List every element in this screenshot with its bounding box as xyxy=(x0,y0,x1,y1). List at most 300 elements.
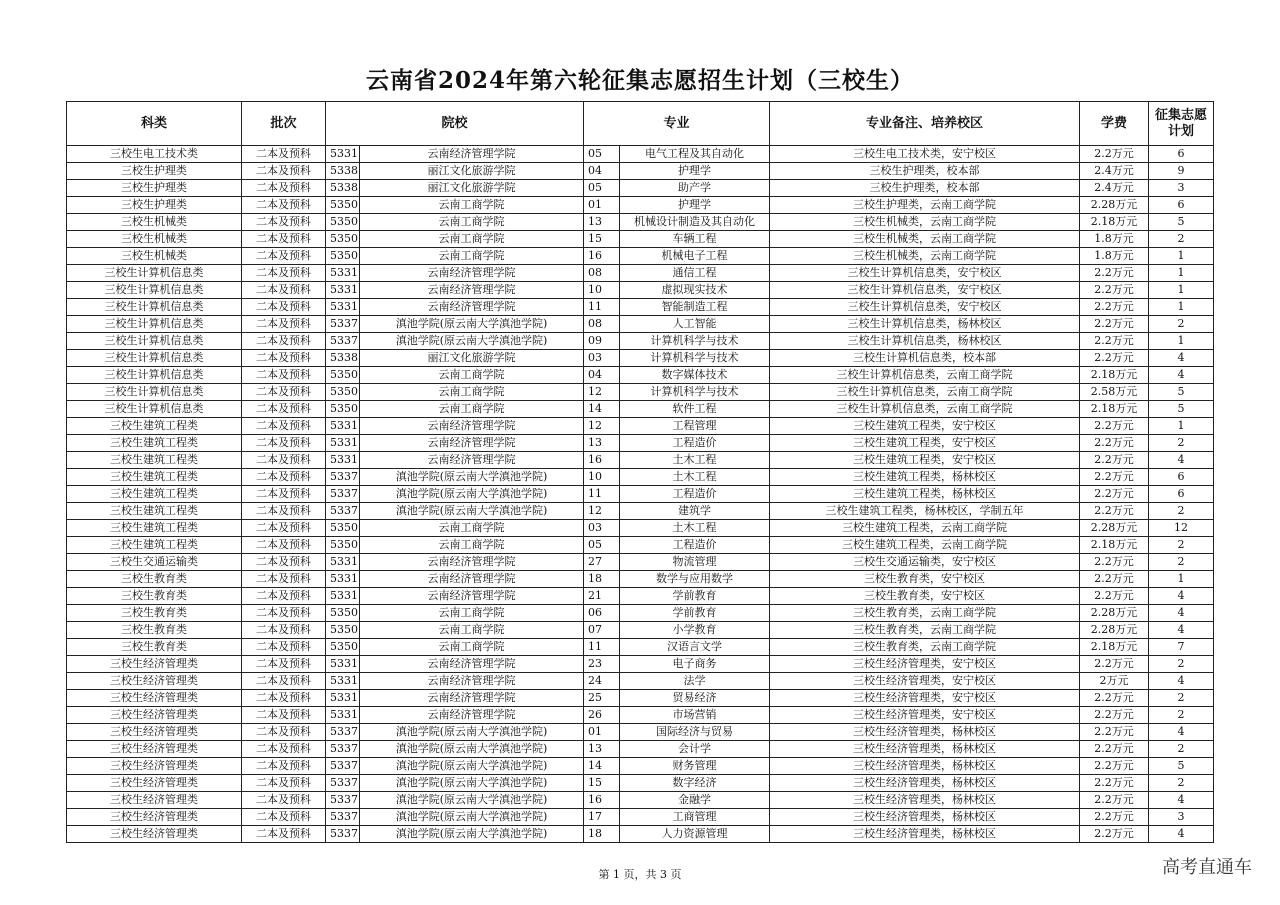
table-row xyxy=(67,741,1214,758)
table-row xyxy=(67,571,1214,588)
cell-subject-category: 三校生建筑工程类 xyxy=(67,520,242,537)
header-solicitation-plan: 征集志愿计划 xyxy=(1149,102,1214,146)
cell-subject-category: 三校生经济管理类 xyxy=(67,792,242,809)
cell-tuition: 2.28万元 xyxy=(1080,605,1149,622)
cell-institution-name: 滇池学院(原云南大学滇池学院) xyxy=(360,741,584,758)
cell-plan-count: 2 xyxy=(1149,775,1214,792)
cell-tuition: 2.2万元 xyxy=(1080,299,1149,316)
cell-tuition: 2.2万元 xyxy=(1080,418,1149,435)
cell-institution-code: 5331 xyxy=(326,282,360,299)
cell-major-name: 汉语言文学 xyxy=(620,639,770,656)
cell-institution-name: 丽江文化旅游学院 xyxy=(360,350,584,367)
cell-institution-name: 滇池学院(原云南大学滇池学院) xyxy=(360,758,584,775)
cell-plan-count: 5 xyxy=(1149,384,1214,401)
cell-major-notes: 三校生经济管理类，杨林校区 xyxy=(770,724,1080,741)
cell-institution-name: 滇池学院(原云南大学滇池学院) xyxy=(360,316,584,333)
table-row xyxy=(67,486,1214,503)
cell-subject-category: 三校生交通运输类 xyxy=(67,554,242,571)
cell-batch: 二本及预科 xyxy=(242,214,326,231)
cell-batch: 二本及预科 xyxy=(242,503,326,520)
table-row xyxy=(67,180,1214,197)
cell-institution-name: 云南经济管理学院 xyxy=(360,435,584,452)
cell-institution-name: 云南工商学院 xyxy=(360,639,584,656)
cell-plan-count: 2 xyxy=(1149,537,1214,554)
cell-major-name: 小学教育 xyxy=(620,622,770,639)
cell-major-notes: 三校生计算机信息类，安宁校区 xyxy=(770,299,1080,316)
cell-institution-code: 5337 xyxy=(326,316,360,333)
cell-plan-count: 4 xyxy=(1149,452,1214,469)
cell-institution-code: 5331 xyxy=(326,673,360,690)
cell-institution-name: 云南经济管理学院 xyxy=(360,418,584,435)
cell-tuition: 2.2万元 xyxy=(1080,146,1149,163)
page-title: 云南省2024年第六轮征集志愿招生计划（三校生） xyxy=(365,67,914,94)
cell-subject-category: 三校生护理类 xyxy=(67,163,242,180)
cell-batch: 二本及预科 xyxy=(242,469,326,486)
header-major-notes-campus: 专业备注、培养校区 xyxy=(770,102,1080,146)
cell-institution-name: 滇池学院(原云南大学滇池学院) xyxy=(360,792,584,809)
cell-major-name: 机械电子工程 xyxy=(620,248,770,265)
cell-subject-category: 三校生建筑工程类 xyxy=(67,469,242,486)
cell-tuition: 2.18万元 xyxy=(1080,367,1149,384)
table-row xyxy=(67,333,1214,350)
cell-subject-category: 三校生计算机信息类 xyxy=(67,299,242,316)
cell-institution-name: 云南经济管理学院 xyxy=(360,690,584,707)
cell-subject-category: 三校生建筑工程类 xyxy=(67,486,242,503)
cell-tuition: 2.4万元 xyxy=(1080,180,1149,197)
cell-subject-category: 三校生经济管理类 xyxy=(67,707,242,724)
cell-major-notes: 三校生经济管理类，杨林校区 xyxy=(770,826,1080,843)
cell-institution-code: 5350 xyxy=(326,520,360,537)
cell-plan-count: 2 xyxy=(1149,741,1214,758)
cell-batch: 二本及预科 xyxy=(242,384,326,401)
cell-institution-code: 5337 xyxy=(326,826,360,843)
cell-major-code: 16 xyxy=(584,792,620,809)
cell-major-notes: 三校生护理类，校本部 xyxy=(770,180,1080,197)
table-row xyxy=(67,214,1214,231)
table-row xyxy=(67,537,1214,554)
cell-batch: 二本及预科 xyxy=(242,316,326,333)
cell-batch: 二本及预科 xyxy=(242,146,326,163)
cell-subject-category: 三校生建筑工程类 xyxy=(67,435,242,452)
cell-subject-category: 三校生建筑工程类 xyxy=(67,418,242,435)
cell-institution-name: 丽江文化旅游学院 xyxy=(360,180,584,197)
cell-plan-count: 6 xyxy=(1149,146,1214,163)
cell-major-name: 护理学 xyxy=(620,163,770,180)
cell-batch: 二本及预科 xyxy=(242,605,326,622)
cell-subject-category: 三校生计算机信息类 xyxy=(67,265,242,282)
cell-subject-category: 三校生经济管理类 xyxy=(67,673,242,690)
cell-tuition: 2.2万元 xyxy=(1080,758,1149,775)
cell-batch: 二本及预科 xyxy=(242,741,326,758)
cell-plan-count: 5 xyxy=(1149,758,1214,775)
cell-tuition: 2.2万元 xyxy=(1080,435,1149,452)
cell-batch: 二本及预科 xyxy=(242,350,326,367)
cell-major-name: 虚拟现实技术 xyxy=(620,282,770,299)
cell-major-name: 电子商务 xyxy=(620,656,770,673)
cell-major-code: 08 xyxy=(584,265,620,282)
cell-institution-code: 5350 xyxy=(326,248,360,265)
cell-plan-count: 2 xyxy=(1149,707,1214,724)
cell-institution-name: 云南工商学院 xyxy=(360,401,584,418)
table-row xyxy=(67,707,1214,724)
cell-plan-count: 1 xyxy=(1149,418,1214,435)
cell-institution-code: 5350 xyxy=(326,639,360,656)
cell-major-notes: 三校生机械类，云南工商学院 xyxy=(770,231,1080,248)
cell-batch: 二本及预科 xyxy=(242,265,326,282)
cell-major-notes: 三校生计算机信息类，杨林校区 xyxy=(770,316,1080,333)
cell-major-name: 数学与应用数学 xyxy=(620,571,770,588)
cell-plan-count: 4 xyxy=(1149,724,1214,741)
cell-major-code: 13 xyxy=(584,435,620,452)
cell-major-name: 金融学 xyxy=(620,792,770,809)
header-subject-category: 科类 xyxy=(67,102,242,146)
cell-tuition: 2.18万元 xyxy=(1080,537,1149,554)
cell-major-notes: 三校生教育类，云南工商学院 xyxy=(770,605,1080,622)
table-row xyxy=(67,231,1214,248)
cell-tuition: 2.2万元 xyxy=(1080,486,1149,503)
table-row xyxy=(67,350,1214,367)
cell-plan-count: 2 xyxy=(1149,231,1214,248)
cell-plan-count: 2 xyxy=(1149,690,1214,707)
table-row xyxy=(67,554,1214,571)
table-row xyxy=(67,146,1214,163)
cell-subject-category: 三校生建筑工程类 xyxy=(67,537,242,554)
cell-major-code: 16 xyxy=(584,248,620,265)
cell-plan-count: 1 xyxy=(1149,571,1214,588)
cell-tuition: 2.2万元 xyxy=(1080,741,1149,758)
cell-institution-code: 5331 xyxy=(326,418,360,435)
cell-batch: 二本及预科 xyxy=(242,622,326,639)
cell-major-code: 15 xyxy=(584,231,620,248)
cell-major-name: 护理学 xyxy=(620,197,770,214)
cell-major-code: 18 xyxy=(584,826,620,843)
cell-plan-count: 12 xyxy=(1149,520,1214,537)
cell-batch: 二本及预科 xyxy=(242,639,326,656)
cell-major-notes: 三校生机械类，云南工商学院 xyxy=(770,214,1080,231)
cell-batch: 二本及预科 xyxy=(242,588,326,605)
cell-major-notes: 三校生交通运输类，安宁校区 xyxy=(770,554,1080,571)
cell-major-name: 会计学 xyxy=(620,741,770,758)
cell-batch: 二本及预科 xyxy=(242,826,326,843)
cell-institution-code: 5331 xyxy=(326,690,360,707)
cell-institution-code: 5331 xyxy=(326,452,360,469)
cell-plan-count: 2 xyxy=(1149,316,1214,333)
cell-institution-name: 云南工商学院 xyxy=(360,384,584,401)
table-row xyxy=(67,469,1214,486)
cell-plan-count: 1 xyxy=(1149,333,1214,350)
cell-major-code: 14 xyxy=(584,758,620,775)
cell-major-code: 13 xyxy=(584,214,620,231)
cell-plan-count: 4 xyxy=(1149,622,1214,639)
cell-institution-name: 滇池学院(原云南大学滇池学院) xyxy=(360,469,584,486)
cell-major-name: 土木工程 xyxy=(620,452,770,469)
cell-tuition: 2.2万元 xyxy=(1080,775,1149,792)
cell-tuition: 2.2万元 xyxy=(1080,503,1149,520)
table-row xyxy=(67,809,1214,826)
cell-tuition: 2.2万元 xyxy=(1080,452,1149,469)
cell-major-notes: 三校生计算机信息类，安宁校区 xyxy=(770,265,1080,282)
cell-subject-category: 三校生电工技术类 xyxy=(67,146,242,163)
cell-institution-name: 云南经济管理学院 xyxy=(360,656,584,673)
cell-batch: 二本及预科 xyxy=(242,452,326,469)
cell-institution-name: 滇池学院(原云南大学滇池学院) xyxy=(360,333,584,350)
cell-major-notes: 三校生经济管理类，安宁校区 xyxy=(770,690,1080,707)
cell-institution-code: 5337 xyxy=(326,724,360,741)
cell-institution-name: 云南经济管理学院 xyxy=(360,265,584,282)
cell-institution-code: 5350 xyxy=(326,401,360,418)
cell-batch: 二本及预科 xyxy=(242,231,326,248)
cell-major-name: 国际经济与贸易 xyxy=(620,724,770,741)
table-row xyxy=(67,605,1214,622)
cell-tuition: 2.2万元 xyxy=(1080,707,1149,724)
cell-institution-name: 丽江文化旅游学院 xyxy=(360,163,584,180)
cell-major-code: 13 xyxy=(584,741,620,758)
cell-tuition: 2.18万元 xyxy=(1080,214,1149,231)
table-row xyxy=(67,724,1214,741)
cell-subject-category: 三校生经济管理类 xyxy=(67,826,242,843)
cell-institution-name: 云南经济管理学院 xyxy=(360,707,584,724)
cell-subject-category: 三校生护理类 xyxy=(67,197,242,214)
table-row xyxy=(67,520,1214,537)
cell-tuition: 2.2万元 xyxy=(1080,826,1149,843)
cell-tuition: 2.2万元 xyxy=(1080,656,1149,673)
cell-major-notes: 三校生教育类，云南工商学院 xyxy=(770,639,1080,656)
cell-plan-count: 2 xyxy=(1149,435,1214,452)
cell-subject-category: 三校生教育类 xyxy=(67,622,242,639)
cell-subject-category: 三校生计算机信息类 xyxy=(67,401,242,418)
cell-subject-category: 三校生机械类 xyxy=(67,214,242,231)
cell-plan-count: 5 xyxy=(1149,401,1214,418)
cell-institution-name: 云南经济管理学院 xyxy=(360,571,584,588)
cell-tuition: 2.2万元 xyxy=(1080,282,1149,299)
cell-institution-code: 5331 xyxy=(326,656,360,673)
cell-major-name: 工程造价 xyxy=(620,537,770,554)
cell-major-code: 11 xyxy=(584,639,620,656)
cell-major-name: 数字媒体技术 xyxy=(620,367,770,384)
cell-institution-name: 滇池学院(原云南大学滇池学院) xyxy=(360,809,584,826)
cell-major-code: 18 xyxy=(584,571,620,588)
cell-institution-code: 5331 xyxy=(326,554,360,571)
cell-major-notes: 三校生教育类，云南工商学院 xyxy=(770,622,1080,639)
cell-major-name: 车辆工程 xyxy=(620,231,770,248)
cell-major-notes: 三校生经济管理类，杨林校区 xyxy=(770,775,1080,792)
cell-batch: 二本及预科 xyxy=(242,435,326,452)
cell-institution-name: 云南经济管理学院 xyxy=(360,299,584,316)
cell-institution-name: 云南经济管理学院 xyxy=(360,554,584,571)
cell-major-name: 助产学 xyxy=(620,180,770,197)
header-tuition: 学费 xyxy=(1080,102,1149,146)
table-row xyxy=(67,316,1214,333)
cell-major-notes: 三校生建筑工程类，云南工商学院 xyxy=(770,520,1080,537)
cell-major-code: 11 xyxy=(584,486,620,503)
cell-tuition: 2.4万元 xyxy=(1080,163,1149,180)
cell-batch: 二本及预科 xyxy=(242,282,326,299)
cell-institution-code: 5337 xyxy=(326,758,360,775)
cell-institution-code: 5337 xyxy=(326,333,360,350)
cell-major-name: 土木工程 xyxy=(620,520,770,537)
cell-tuition: 2.2万元 xyxy=(1080,809,1149,826)
table-row xyxy=(67,656,1214,673)
cell-batch: 二本及预科 xyxy=(242,163,326,180)
table-row xyxy=(67,673,1214,690)
cell-major-code: 24 xyxy=(584,673,620,690)
cell-plan-count: 1 xyxy=(1149,248,1214,265)
table-row xyxy=(67,163,1214,180)
table-row xyxy=(67,639,1214,656)
table-row xyxy=(67,588,1214,605)
cell-institution-name: 滇池学院(原云南大学滇池学院) xyxy=(360,486,584,503)
cell-major-code: 10 xyxy=(584,469,620,486)
cell-batch: 二本及预科 xyxy=(242,792,326,809)
cell-batch: 二本及预科 xyxy=(242,724,326,741)
cell-institution-code: 5350 xyxy=(326,605,360,622)
cell-institution-name: 云南工商学院 xyxy=(360,214,584,231)
cell-batch: 二本及预科 xyxy=(242,656,326,673)
cell-major-notes: 三校生计算机信息类，云南工商学院 xyxy=(770,384,1080,401)
cell-plan-count: 1 xyxy=(1149,299,1214,316)
cell-tuition: 2.2万元 xyxy=(1080,350,1149,367)
cell-major-code: 05 xyxy=(584,146,620,163)
cell-major-notes: 三校生计算机信息类，安宁校区 xyxy=(770,282,1080,299)
cell-batch: 二本及预科 xyxy=(242,758,326,775)
cell-institution-code: 5337 xyxy=(326,741,360,758)
cell-plan-count: 5 xyxy=(1149,214,1214,231)
header-institution: 院校 xyxy=(326,102,584,146)
cell-major-name: 机械设计制造及其自动化 xyxy=(620,214,770,231)
cell-institution-name: 云南工商学院 xyxy=(360,605,584,622)
cell-batch: 二本及预科 xyxy=(242,554,326,571)
cell-subject-category: 三校生机械类 xyxy=(67,248,242,265)
watermark-text: 高考直通车 xyxy=(1162,857,1252,878)
cell-major-code: 04 xyxy=(584,367,620,384)
table-row xyxy=(67,248,1214,265)
cell-plan-count: 4 xyxy=(1149,826,1214,843)
table-row xyxy=(67,418,1214,435)
cell-tuition: 2.58万元 xyxy=(1080,384,1149,401)
cell-tuition: 1.8万元 xyxy=(1080,231,1149,248)
cell-tuition: 2.18万元 xyxy=(1080,401,1149,418)
cell-major-code: 23 xyxy=(584,656,620,673)
cell-tuition: 2万元 xyxy=(1080,673,1149,690)
cell-major-code: 27 xyxy=(584,554,620,571)
table-row xyxy=(67,299,1214,316)
cell-major-code: 07 xyxy=(584,622,620,639)
cell-institution-name: 云南工商学院 xyxy=(360,231,584,248)
cell-major-code: 06 xyxy=(584,605,620,622)
table-body xyxy=(67,146,1214,843)
cell-major-notes: 三校生经济管理类，杨林校区 xyxy=(770,758,1080,775)
table-row xyxy=(67,197,1214,214)
table-row xyxy=(67,503,1214,520)
cell-institution-code: 5337 xyxy=(326,503,360,520)
cell-major-notes: 三校生机械类，云南工商学院 xyxy=(770,248,1080,265)
cell-major-code: 09 xyxy=(584,333,620,350)
cell-major-name: 贸易经济 xyxy=(620,690,770,707)
cell-institution-code: 5337 xyxy=(326,775,360,792)
cell-institution-code: 5338 xyxy=(326,180,360,197)
cell-major-name: 工程管理 xyxy=(620,418,770,435)
cell-subject-category: 三校生建筑工程类 xyxy=(67,503,242,520)
cell-institution-name: 云南经济管理学院 xyxy=(360,588,584,605)
cell-major-notes: 三校生经济管理类，杨林校区 xyxy=(770,809,1080,826)
cell-institution-code: 5331 xyxy=(326,299,360,316)
cell-institution-code: 5337 xyxy=(326,469,360,486)
cell-major-name: 数字经济 xyxy=(620,775,770,792)
cell-tuition: 2.2万元 xyxy=(1080,792,1149,809)
cell-tuition: 2.28万元 xyxy=(1080,520,1149,537)
cell-institution-code: 5350 xyxy=(326,384,360,401)
cell-subject-category: 三校生机械类 xyxy=(67,231,242,248)
header-major: 专业 xyxy=(584,102,770,146)
cell-major-notes: 三校生建筑工程类，安宁校区 xyxy=(770,452,1080,469)
cell-tuition: 2.28万元 xyxy=(1080,197,1149,214)
table-row xyxy=(67,282,1214,299)
cell-major-name: 工程造价 xyxy=(620,486,770,503)
cell-tuition: 2.2万元 xyxy=(1080,588,1149,605)
cell-batch: 二本及预科 xyxy=(242,197,326,214)
cell-plan-count: 2 xyxy=(1149,503,1214,520)
table-row xyxy=(67,826,1214,843)
cell-batch: 二本及预科 xyxy=(242,673,326,690)
cell-major-notes: 三校生建筑工程类，安宁校区 xyxy=(770,418,1080,435)
cell-major-code: 12 xyxy=(584,418,620,435)
cell-plan-count: 1 xyxy=(1149,265,1214,282)
cell-major-name: 智能制造工程 xyxy=(620,299,770,316)
cell-major-notes: 三校生教育类，安宁校区 xyxy=(770,588,1080,605)
cell-major-notes: 三校生建筑工程类，杨林校区，学制五年 xyxy=(770,503,1080,520)
cell-batch: 二本及预科 xyxy=(242,367,326,384)
cell-major-notes: 三校生经济管理类，杨林校区 xyxy=(770,741,1080,758)
cell-major-code: 25 xyxy=(584,690,620,707)
cell-batch: 二本及预科 xyxy=(242,299,326,316)
cell-institution-code: 5331 xyxy=(326,571,360,588)
cell-batch: 二本及预科 xyxy=(242,520,326,537)
cell-major-code: 26 xyxy=(584,707,620,724)
cell-major-notes: 三校生电工技术类，安宁校区 xyxy=(770,146,1080,163)
cell-major-name: 学前教育 xyxy=(620,605,770,622)
cell-major-code: 03 xyxy=(584,350,620,367)
cell-institution-name: 滇池学院(原云南大学滇池学院) xyxy=(360,724,584,741)
cell-major-code: 16 xyxy=(584,452,620,469)
cell-institution-name: 云南经济管理学院 xyxy=(360,673,584,690)
cell-tuition: 2.18万元 xyxy=(1080,639,1149,656)
cell-major-name: 计算机科学与技术 xyxy=(620,333,770,350)
cell-major-code: 12 xyxy=(584,503,620,520)
cell-major-name: 财务管理 xyxy=(620,758,770,775)
cell-institution-code: 5350 xyxy=(326,214,360,231)
cell-major-notes: 三校生护理类，校本部 xyxy=(770,163,1080,180)
cell-major-name: 工程造价 xyxy=(620,435,770,452)
cell-plan-count: 3 xyxy=(1149,180,1214,197)
cell-subject-category: 三校生计算机信息类 xyxy=(67,384,242,401)
cell-subject-category: 三校生教育类 xyxy=(67,605,242,622)
cell-major-notes: 三校生经济管理类，安宁校区 xyxy=(770,707,1080,724)
cell-batch: 二本及预科 xyxy=(242,707,326,724)
cell-major-name: 软件工程 xyxy=(620,401,770,418)
cell-major-notes: 三校生经济管理类，杨林校区 xyxy=(770,792,1080,809)
table-header-row xyxy=(67,102,1214,146)
cell-plan-count: 3 xyxy=(1149,809,1214,826)
cell-major-name: 建筑学 xyxy=(620,503,770,520)
cell-tuition: 2.2万元 xyxy=(1080,316,1149,333)
cell-plan-count: 4 xyxy=(1149,588,1214,605)
cell-major-name: 物流管理 xyxy=(620,554,770,571)
cell-batch: 二本及预科 xyxy=(242,333,326,350)
cell-major-code: 11 xyxy=(584,299,620,316)
cell-institution-name: 云南经济管理学院 xyxy=(360,146,584,163)
cell-tuition: 2.2万元 xyxy=(1080,265,1149,282)
cell-plan-count: 2 xyxy=(1149,554,1214,571)
